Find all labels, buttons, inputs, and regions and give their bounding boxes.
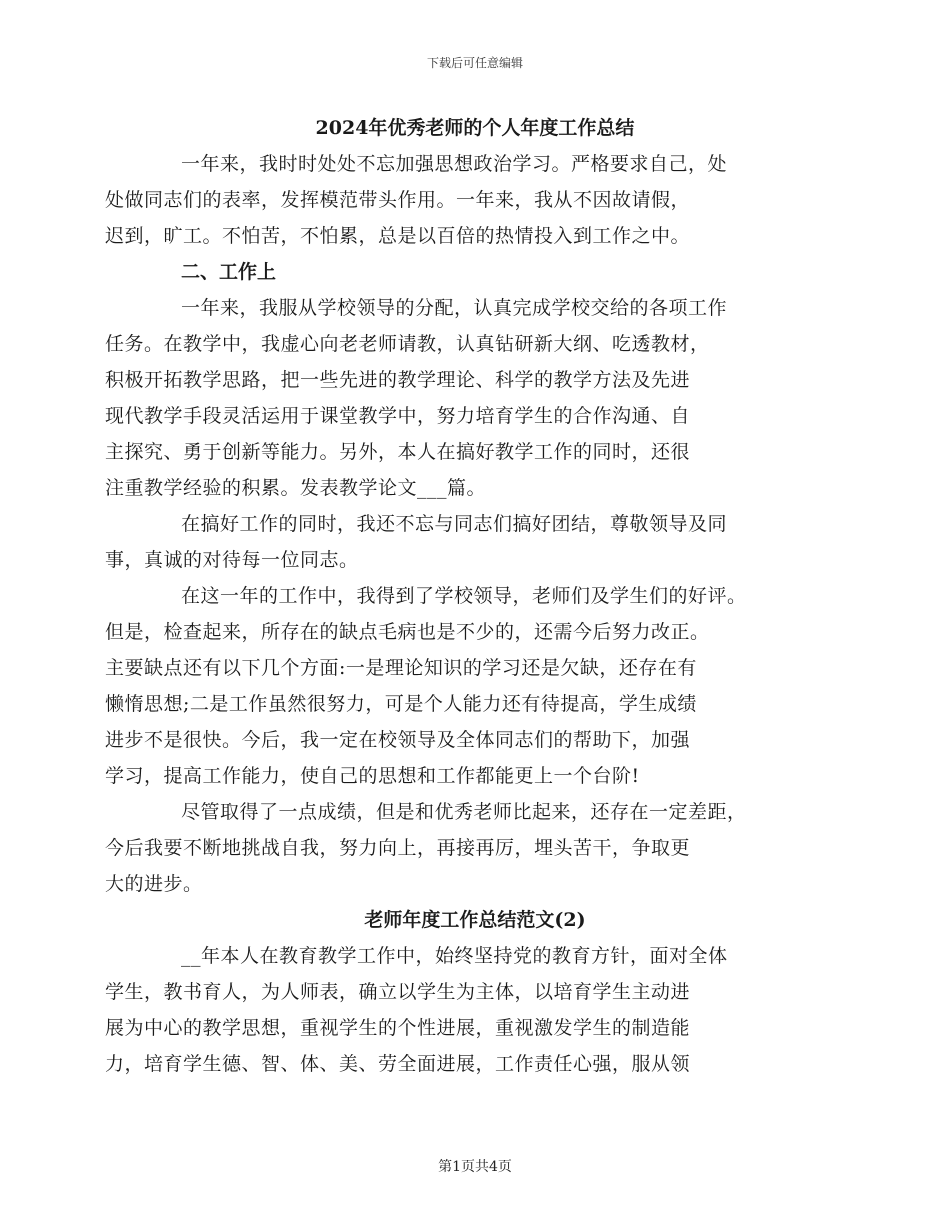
paragraph-line: 懒惰思想;二是工作虽然很努力，可是个人能力还有待提高，学生成绩 (105, 693, 697, 715)
paragraph (105, 506, 807, 578)
document-title: 2024年优秀老师的个人年度工作总结 (315, 117, 635, 139)
document-blocks (105, 146, 807, 1082)
paragraph-line: 尽管取得了一点成绩，但是和优秀老师比起来，还存在一定差距， (181, 801, 747, 823)
paragraph (105, 938, 807, 1082)
paragraph-line: 学生，教书育人，为人师表，确立以学生为主体，以培育学生主动进 (105, 981, 691, 1003)
paragraph-line: 主探究、勇于创新等能力。另外，本人在搞好教学工作的同时，还很 (105, 441, 691, 463)
document-body (105, 110, 807, 1082)
paragraph-line: 今后我要不断地挑战自我，努力向上，再接再厉，埋头苦干，争取更 (105, 837, 691, 859)
page-footer: 第1页共4页 (438, 1159, 512, 1175)
paragraph-line: 任务。在教学中，我虚心向老老师请教，认真钻研新大纲、吃透教材， (105, 333, 710, 355)
paragraph-line: 在这一年的工作中，我得到了学校领导，老师们及学生们的好评。 (181, 585, 747, 607)
paragraph-line: 注重教学经验的积累。发表教学论文___篇。 (105, 477, 487, 499)
paragraph (105, 794, 807, 902)
header-note: 下载后可任意编辑 (426, 56, 523, 70)
paragraph-line: 进步不是很快。今后，我一定在校领导及全体同志们的帮助下，加强 (105, 729, 691, 751)
paragraph (105, 290, 807, 506)
section-title: 老师年度工作总结范文(2) (364, 909, 586, 931)
paragraph-line: 迟到，旷工。不怕苦，不怕累，总是以百倍的热情投入到工作之中。 (105, 225, 691, 247)
paragraph-line: 大的进步。 (105, 873, 203, 895)
paragraph-line: 一年来，我服从学校领导的分配，认真完成学校交给的各项工作 (181, 297, 728, 319)
paragraph-line: 力，培育学生德、智、体、美、劳全面进展，工作责任心强，服从领 (105, 1053, 691, 1075)
paragraph-line: 在搞好工作的同时，我还不忘与同志们搞好团结，尊敬领导及同 (181, 513, 728, 535)
paragraph-line: 积极开拓教学思路，把一些先进的教学理论、科学的教学方法及先进 (105, 369, 691, 391)
section-heading: 二、工作上 (181, 261, 277, 283)
paragraph (105, 146, 807, 254)
paragraph-line: 主要缺点还有以下几个方面:一是理论知识的学习还是欠缺，还存在有 (105, 657, 697, 679)
paragraph (105, 578, 807, 794)
paragraph-line: 展为中心的教学思想，重视学生的个性进展，重视激发学生的制造能 (105, 1017, 691, 1039)
paragraph-line: 处做同志们的表率，发挥模范带头作用。一年来，我从不因故请假， (105, 189, 691, 211)
paragraph-line: 一年来，我时时处处不忘加强思想政治学习。严格要求自己，处 (181, 153, 728, 175)
paragraph-line: 现代教学手段灵活运用于课堂教学中，努力培育学生的合作沟通、自 (105, 405, 691, 427)
paragraph-line: 但是，检查起来，所存在的缺点毛病也是不少的，还需今后努力改正。 (105, 621, 710, 643)
paragraph-line: __年本人在教育教学工作中，始终坚持党的教育方针，面对全体 (181, 945, 728, 967)
paragraph-line: 事，真诚的对待每一位同志。 (105, 549, 359, 571)
paragraph-line: 学习，提高工作能力，使自己的思想和工作都能更上一个台阶! (105, 765, 640, 787)
